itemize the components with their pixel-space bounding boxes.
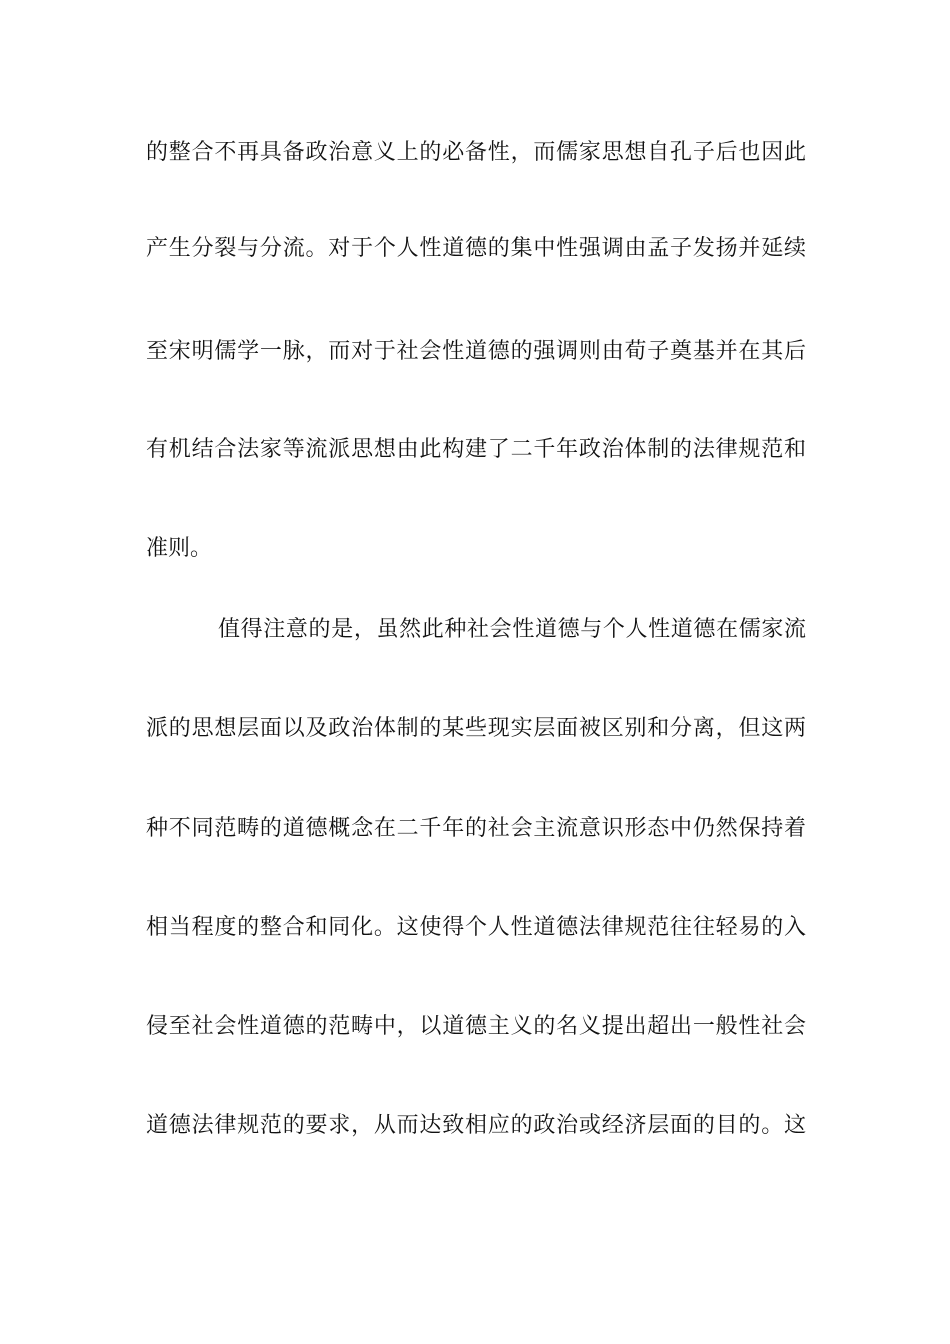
paragraph-2-line-2: 派的思想层面以及政治体制的某些现实层面被区别和分离，但这两 (146, 716, 806, 741)
paragraph-1-line-3: 至宋明儒学一脉，而对于社会性道德的强调则由荀子奠基并在其后 (146, 339, 806, 364)
paragraph-1-line-2: 产生分裂与分流。对于个人性道德的集中性强调由孟子发扬并延续 (146, 236, 806, 261)
paragraph-1-line-5: 准则。 (146, 536, 213, 561)
paragraph-2-line-3: 种不同范畴的道德概念在二千年的社会主流意识形态中仍然保持着 (146, 816, 806, 841)
paragraph-2-line-1: 值得注意的是，虽然此种社会性道德与个人性道德在儒家流 (218, 617, 806, 642)
paragraph-1-line-1: 的整合不再具备政治意义上的必备性，而儒家思想自孔子后也因此 (146, 140, 806, 165)
paragraph-2-line-4: 相当程度的整合和同化。这使得个人性道德法律规范往往轻易的入 (146, 915, 806, 940)
paragraph-2-line-5: 侵至社会性道德的范畴中，以道德主义的名义提出超出一般性社会 (146, 1014, 806, 1039)
paragraph-1-line-4: 有机结合法家等流派思想由此构建了二千年政治体制的法律规范和 (146, 437, 806, 462)
paragraph-2-line-6: 道德法律规范的要求，从而达致相应的政治或经济层面的目的。这 (146, 1113, 806, 1138)
